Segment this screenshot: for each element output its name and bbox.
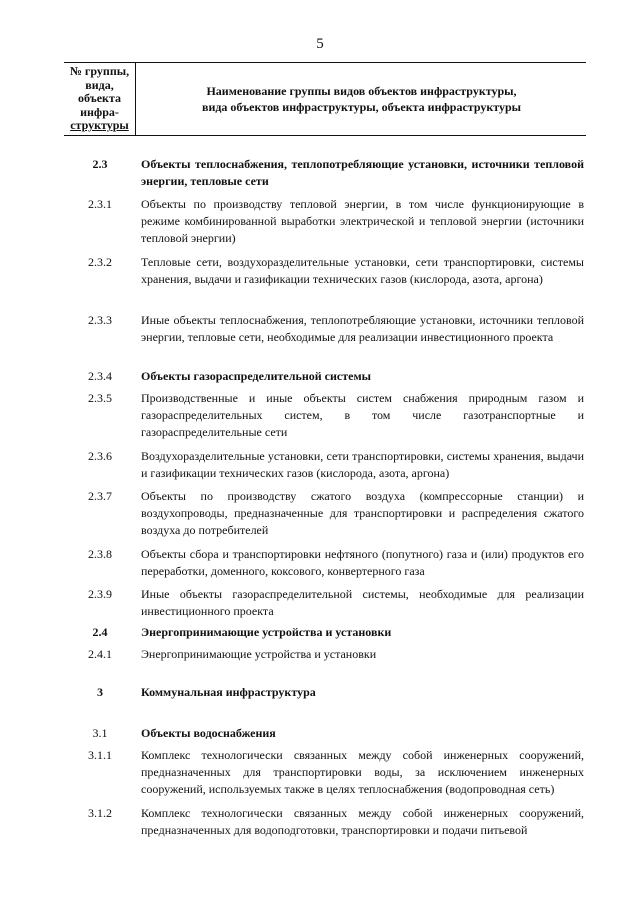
row-number: 2.3.7 (88, 489, 112, 503)
header-col1-line: вида, (85, 77, 114, 92)
header-name-column (137, 63, 586, 135)
row-text: Объекты по производству сжатого воздуха (компрессорные станции) и воздухопроводы, предназначенные для транспортировки и распределения сжатого воздуха до потребителей (141, 489, 584, 537)
row-number: 2.3 (92, 157, 108, 171)
row-number: 2.3.6 (88, 449, 112, 463)
row-text: Объекты теплоснабжения, теплопотребляющие установки, источники тепловой энергии, тепловые сети (141, 157, 584, 188)
row-text: Объекты сбора и транспортировки нефтяного (попутного) газа и (или) продуктов его переработки, доменного, коксового, конвертерного газа (141, 547, 584, 578)
row-text: Тепловые сети, воздухоразделительные установки, сети транспортировки, системы хранения, выдачи и газификации технических газов (кислорода, азота, аргона) (141, 255, 584, 286)
row-number: 2.3.8 (88, 547, 112, 561)
row-number: 3.1.1 (88, 748, 112, 762)
row-text: Объекты водоснабжения (141, 726, 276, 740)
header-col1-line: объекта (78, 91, 121, 105)
header-group-number-column (64, 63, 136, 135)
row-number: 2.4 (92, 625, 108, 639)
table-header (64, 62, 586, 136)
row-number: 3 (97, 685, 103, 699)
row-number: 3.1 (92, 726, 108, 740)
row-number: 2.3.2 (88, 255, 112, 269)
row-text: Иные объекты газораспределительной системы, необходимые для реализации инвестиционного проекта (141, 587, 584, 618)
row-text: Объекты по производству тепловой энергии, в том числе функционирующие в режиме комбинированной выработки электрической и тепловой энергии (источники тепловой энергии) (141, 197, 584, 245)
row-text: Воздухоразделительные установки, сети транспортировки, системы хранения, выдачи и газификации технических газов (кислорода, азота, аргона) (141, 449, 584, 480)
header-col1-line: инфра- (80, 104, 119, 119)
row-number: 2.3.4 (88, 369, 112, 383)
row-number: 2.3.3 (88, 313, 112, 327)
row-text: Комплекс технологически связанных между собой инженерных сооружений, предназначенных для транспортировки воды, за исключением инженерных сооружений, используемых также в целях теплоснабжения (водопроводная сеть) (141, 748, 584, 796)
row-number: 2.3.5 (88, 391, 112, 405)
header-col2-line: вида объектов инфраструктуры, объекта инфраструктуры (201, 100, 522, 114)
row-text: Объекты газораспределительной системы (141, 369, 371, 383)
header-col1-line: структуры (70, 118, 129, 132)
row-text: Энергопринимающие устройства и установки (141, 647, 377, 661)
row-text: Производственные и иные объекты систем снабжения природным газом и газораспределительных систем, в том числе газотранспортные и газораспределительные сети (141, 391, 584, 439)
header-col1-line: № группы, (69, 64, 130, 78)
row-text: Иные объекты теплоснабжения, теплопотребляющие установки, источники тепловой энергии, тепловые сети, необходимые для реализации инвестиционного проекта (141, 313, 584, 344)
row-text: Коммунальная инфраструктура (141, 685, 316, 699)
row-number: 2.4.1 (88, 647, 112, 661)
row-text: Комплекс технологически связанных между собой инженерных сооружений, предназначенных для водоподготовки, транспортировки и подачи питьевой (141, 806, 584, 837)
page-number: 5 (316, 36, 324, 52)
row-text: Энергопринимающие устройства и установки (141, 625, 392, 639)
header-col2-line: Наименование группы видов объектов инфраструктуры, (206, 84, 517, 98)
row-number: 2.3.9 (88, 587, 112, 601)
row-number: 2.3.1 (88, 197, 112, 211)
row-number: 3.1.2 (88, 806, 112, 820)
